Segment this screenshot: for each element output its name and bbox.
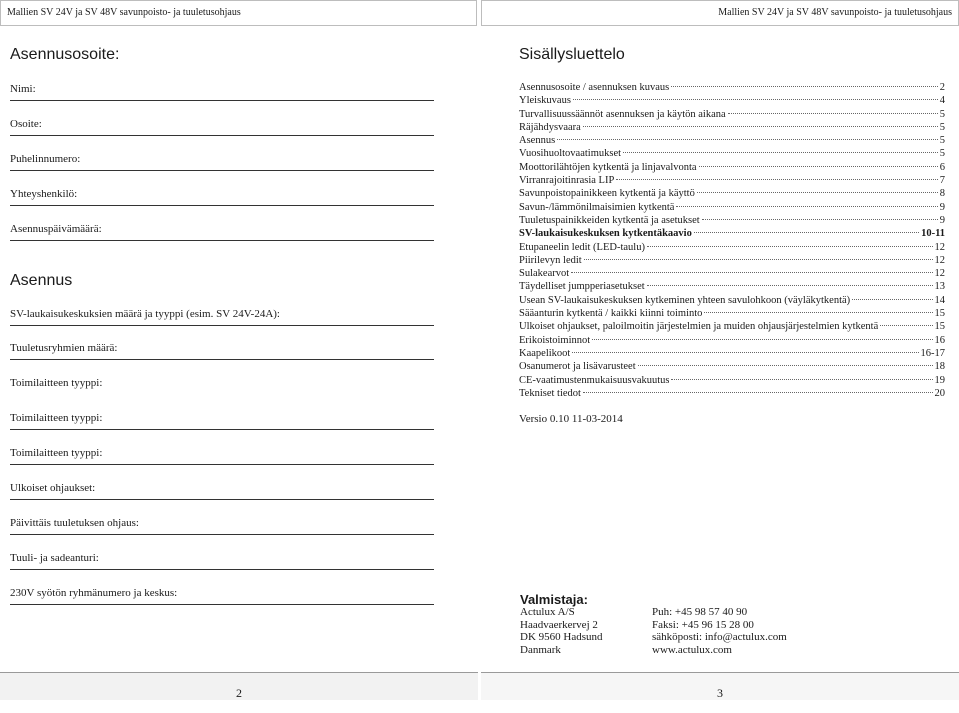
toc-dot-leader	[699, 166, 938, 167]
toc-entry-page: 5	[939, 148, 945, 160]
toc-entry[interactable]	[519, 241, 945, 254]
toc-dot-leader	[583, 392, 933, 393]
toc-entry[interactable]	[519, 174, 945, 187]
toc-entry[interactable]	[519, 360, 945, 373]
toc-entry-title: Etupaneelin ledit (LED-taulu)	[519, 241, 645, 253]
toc-dot-leader	[647, 285, 933, 286]
toc-entry[interactable]	[519, 134, 945, 147]
page-header-left: Mallien SV 24V ja SV 48V savunpoisto- ja tuuletusohjaus	[0, 0, 477, 26]
toc-entry-title: Moottorilähtöjen kytkentä ja linjavalvonta	[519, 161, 697, 173]
toc-entry-title: Ulkoiset ohjaukset, paloilmoitin järjestelmien ja muiden ohjausjärjestelmien kytkentä	[519, 321, 879, 333]
toc-entry-page: 18	[934, 361, 945, 373]
toc-entry[interactable]	[519, 201, 945, 214]
toc-entry-page: 9	[939, 201, 945, 213]
toc-entry-title: Tuuletuspainikkeiden kytkentä ja asetukset	[519, 214, 700, 226]
toc-dot-leader	[638, 365, 933, 366]
toc-entry-page: 7	[939, 175, 945, 187]
install-heading: Asennus	[10, 272, 73, 289]
toc-dot-leader	[694, 232, 919, 233]
toc-entry[interactable]	[519, 387, 945, 400]
manufacturer-contact	[652, 606, 787, 656]
toc-entry-page: 5	[939, 135, 945, 147]
toc-dot-leader	[647, 246, 933, 247]
toc-dot-leader	[697, 192, 938, 193]
manufacturer-address	[520, 606, 603, 656]
toc-entry[interactable]	[519, 227, 945, 240]
toc-entry-page: 14	[934, 294, 945, 306]
toc-entry-title: Asennusosoite / asennuksen kuvaus	[519, 82, 670, 93]
toc-entry-page: 12	[934, 254, 945, 266]
page-header-right: Mallien SV 24V ja SV 48V savunpoisto- ja tuuletusohjaus	[481, 0, 959, 26]
toc-entry[interactable]	[519, 294, 945, 307]
supply-group-field: 230V syötön ryhmänumero ja keskus:	[10, 586, 434, 605]
toc-entry-title: Usean SV-laukaisukeskuksen kytkeminen yhteen savulohkoon (väyläkytkentä)	[519, 294, 851, 306]
toc-dot-leader	[616, 179, 937, 180]
actuator-type-field-2: Toimilaitteen tyyppi:	[10, 411, 434, 430]
address-line: Danmark	[520, 643, 561, 656]
toc-dot-leader	[671, 379, 932, 380]
daily-ventilation-field: Päivittäis tuuletuksen ohjaus:	[10, 516, 434, 535]
website-link[interactable]: www.actulux.com	[652, 643, 732, 656]
install-date-field: Asennuspäivämäärä:	[10, 222, 434, 241]
install-address-heading: Asennusosoite:	[10, 46, 120, 63]
fax-text: Faksi: +45 96 15 28 00	[652, 618, 754, 631]
toc-entry[interactable]	[519, 161, 945, 174]
toc-entry-title: Räjähdysvaara	[519, 121, 581, 133]
toc-dot-leader	[702, 219, 938, 220]
toc-entry-title: Sääanturin kytkentä / kaikki kiinni toiminto	[519, 308, 703, 320]
toc-entry-page: 4	[939, 95, 945, 107]
toc-heading: Sisällysluettelo	[519, 46, 625, 63]
toc-entry-page: 5	[939, 108, 945, 120]
toc-dot-leader	[584, 259, 933, 260]
toc-entry-title: SV-laukaisukeskuksen kytkentäkaavio	[519, 228, 692, 240]
table-of-contents	[519, 81, 945, 400]
actuator-type-field-3: Toimilaitteen tyyppi:	[10, 446, 434, 465]
toc-entry-page: 16-17	[920, 347, 945, 359]
toc-entry-page: 15	[934, 308, 945, 320]
toc-entry-page: 10-11	[921, 228, 945, 240]
toc-entry-page: 13	[934, 281, 945, 293]
phone-field: Puhelinnumero:	[10, 152, 434, 171]
toc-dot-leader	[573, 99, 938, 100]
page-number-left: 2	[0, 672, 478, 700]
toc-entry-title: Virranrajoitinrasia LIP	[519, 175, 615, 187]
address-field: Osoite:	[10, 117, 434, 136]
phone-text: Puh: +45 98 57 40 90	[652, 606, 748, 618]
name-field: Nimi:	[10, 82, 434, 101]
toc-entry[interactable]	[519, 214, 945, 227]
toc-dot-leader	[557, 139, 938, 140]
toc-dot-leader	[572, 352, 918, 353]
version-label: Versio 0.10 11-03-2014	[519, 413, 623, 425]
toc-entry-title: Savun-/lämmönilmaisimien kytkentä	[519, 201, 675, 213]
address-line: Actulux A/S	[520, 606, 575, 618]
toc-entry-title: Asennus	[519, 135, 556, 147]
address-line: DK 9560 Hadsund	[520, 631, 603, 643]
toc-dot-leader	[704, 312, 932, 313]
toc-entry-title: Savunpoistopainikkeen kytkentä ja käyttö	[519, 188, 695, 200]
toc-entry-title: Osanumerot ja lisävarusteet	[519, 361, 636, 373]
toc-entry-title: Erikoistoiminnot	[519, 334, 591, 346]
toc-entry-page: 19	[934, 374, 945, 386]
toc-entry[interactable]	[519, 334, 945, 347]
toc-entry[interactable]	[519, 147, 945, 160]
toc-entry[interactable]	[519, 374, 945, 387]
toc-entry-title: Tekniset tiedot	[519, 387, 581, 399]
toc-entry[interactable]	[519, 94, 945, 107]
wind-rain-sensor-field: Tuuli- ja sadeanturi:	[10, 551, 434, 570]
toc-dot-leader	[571, 272, 932, 273]
toc-entry-page: 12	[934, 241, 945, 253]
toc-entry[interactable]	[519, 307, 945, 320]
toc-entry-page: 2	[939, 82, 945, 93]
toc-dot-leader	[671, 86, 938, 87]
toc-entry-title: Piirilevyn ledit	[519, 254, 582, 266]
toc-entry-title: Vuosihuoltovaatimukset	[519, 148, 622, 160]
toc-entry[interactable]	[519, 280, 945, 293]
toc-entry-page: 15	[934, 321, 945, 333]
toc-entry[interactable]	[519, 320, 945, 333]
toc-dot-leader	[728, 113, 938, 114]
sv-units-field: SV-laukaisukeskuksien määrä ja tyyppi (esim. SV 24V-24A):	[10, 307, 434, 326]
toc-dot-leader	[592, 339, 932, 340]
toc-dot-leader	[623, 152, 938, 153]
toc-entry-title: Sulakearvot	[519, 268, 570, 280]
toc-entry-title: CE-vaatimustenmukaisuusvakuutus	[519, 374, 670, 386]
toc-entry-title: Täydelliset jumpperiasetukset	[519, 281, 645, 293]
toc-entry[interactable]	[519, 121, 945, 134]
toc-entry-page: 5	[939, 121, 945, 133]
email-link[interactable]: sähköposti: info@actulux.com	[652, 631, 787, 643]
toc-entry[interactable]	[519, 254, 945, 267]
toc-entry-page: 12	[934, 268, 945, 280]
toc-dot-leader	[880, 325, 932, 326]
manufacturer-heading: Valmistaja:	[520, 592, 588, 607]
vent-groups-field: Tuuletusryhmien määrä:	[10, 341, 434, 360]
toc-dot-leader	[676, 206, 937, 207]
toc-entry[interactable]	[519, 108, 945, 121]
toc-entry-page: 8	[939, 188, 945, 200]
toc-entry[interactable]	[519, 81, 945, 94]
toc-dot-leader	[852, 299, 932, 300]
page-number-right: 3	[481, 672, 959, 700]
toc-entry[interactable]	[519, 187, 945, 200]
address-line: Haadvaerkervej 2	[520, 618, 598, 631]
toc-entry-page: 6	[939, 161, 945, 173]
toc-entry[interactable]	[519, 267, 945, 280]
actuator-type-label-1: Toimilaitteen tyyppi:	[10, 377, 103, 389]
toc-entry-title: Kaapelikoot	[519, 347, 571, 359]
toc-entry-title: Turvallisuussäännöt asennuksen ja käytön aikana	[519, 108, 726, 120]
toc-entry[interactable]	[519, 347, 945, 360]
toc-entry-title: Yleiskuvaus	[519, 95, 571, 107]
toc-dot-leader	[583, 126, 938, 127]
toc-entry-page: 20	[934, 387, 945, 399]
toc-entry-page: 16	[934, 334, 945, 346]
toc-entry-page: 9	[939, 214, 945, 226]
contact-person-field: Yhteyshenkilö:	[10, 187, 434, 206]
external-controls-field: Ulkoiset ohjaukset:	[10, 481, 434, 500]
